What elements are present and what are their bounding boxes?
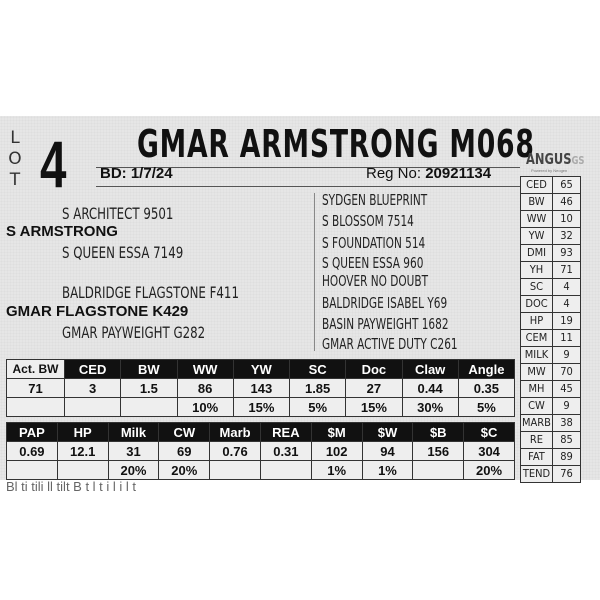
epd-value: 85	[553, 432, 581, 449]
table-cell	[413, 461, 464, 480]
epd-row	[521, 177, 581, 194]
table-cell	[65, 398, 121, 417]
table-cell: 1.85	[290, 379, 346, 398]
table-cell: 0.44	[402, 379, 458, 398]
table-cell: 20%	[108, 461, 159, 480]
lot-letter: L	[10, 128, 20, 148]
table-header: Act. BW	[7, 360, 65, 379]
epd-side-table	[520, 176, 581, 483]
table-cell: 102	[311, 442, 362, 461]
lot-letter: O	[8, 149, 22, 169]
table-cell: 20%	[464, 461, 515, 480]
birth-date	[100, 165, 173, 182]
table-cell: 0.69	[7, 442, 58, 461]
epd-value: 70	[553, 364, 581, 381]
epd-value: 11	[553, 330, 581, 347]
table-percent-row	[7, 398, 515, 417]
table-header: $C	[464, 423, 515, 442]
epd-row	[521, 194, 581, 211]
table-header: Doc	[346, 360, 402, 379]
epd-row	[521, 228, 581, 245]
table-header: Claw	[402, 360, 458, 379]
epd-row	[521, 211, 581, 228]
epd-label: BW	[521, 194, 553, 211]
epd-row	[521, 262, 581, 279]
table-header: $W	[362, 423, 413, 442]
table-header: SC	[290, 360, 346, 379]
pedigree-ancestor: S QUEEN ESSA 960	[322, 254, 424, 272]
table-cell: 27	[346, 379, 402, 398]
table-cell: 69	[159, 442, 210, 461]
table-value-row	[7, 379, 515, 398]
table-header: $B	[413, 423, 464, 442]
epd-row	[521, 279, 581, 296]
table-header-row	[7, 423, 515, 442]
table-header: CED	[65, 360, 121, 379]
epd-label: FAT	[521, 449, 553, 466]
epd-value: 19	[553, 313, 581, 330]
dam-dam: GMAR PAYWEIGHT G282	[62, 323, 206, 342]
lot-number: 4	[40, 127, 67, 201]
table-cell: 143	[233, 379, 289, 398]
epd-label: HP	[521, 313, 553, 330]
logo-subtext: Powered by Neogen	[531, 168, 568, 173]
dam: GMAR FLAGSTONE K429	[6, 303, 189, 320]
table-cell: 0.35	[458, 379, 514, 398]
table-header-row	[7, 360, 515, 379]
sire-dam: S QUEEN ESSA 7149	[62, 243, 184, 262]
epd-label: MARB	[521, 415, 553, 432]
table-cell	[121, 398, 177, 417]
epd-label: CED	[521, 177, 553, 194]
epd-row	[521, 466, 581, 483]
lot-card	[0, 116, 600, 494]
table-cell: 12.1	[57, 442, 108, 461]
logo-suffix: GS	[571, 154, 585, 167]
logo-main: ANGUS	[526, 150, 572, 168]
epd-row	[521, 330, 581, 347]
epd-row	[521, 449, 581, 466]
sire: S ARMSTRONG	[6, 223, 118, 240]
epd-label: RE	[521, 432, 553, 449]
table-percent-row	[7, 461, 515, 480]
epd-value: 45	[553, 381, 581, 398]
epd-label: CW	[521, 398, 553, 415]
table-cell: 304	[464, 442, 515, 461]
table-cell: 94	[362, 442, 413, 461]
epd-value: 76	[553, 466, 581, 483]
birth-date-value: 1/7/24	[130, 165, 173, 182]
table-cell: 10%	[177, 398, 233, 417]
epd-row	[521, 432, 581, 449]
epd-row	[521, 415, 581, 432]
epd-row	[521, 381, 581, 398]
table-cell: 71	[7, 379, 65, 398]
table-header: Milk	[108, 423, 159, 442]
epd-row	[521, 245, 581, 262]
table-cell: 86	[177, 379, 233, 398]
epd-row	[521, 313, 581, 330]
epd-value: 38	[553, 415, 581, 432]
table-header: REA	[260, 423, 311, 442]
table-header: CW	[159, 423, 210, 442]
table-cell	[210, 461, 261, 480]
epd-value: 4	[553, 296, 581, 313]
table-cell: 5%	[290, 398, 346, 417]
table-value-row	[7, 442, 515, 461]
table-cell	[7, 398, 65, 417]
table-cell: 1.5	[121, 379, 177, 398]
table-cell: 156	[413, 442, 464, 461]
epd-row	[521, 347, 581, 364]
pedigree-ancestor: S FOUNDATION 514	[322, 234, 426, 252]
cut-off-footer-text: Bl ti tili ll tilt B t l t i l i l t	[6, 479, 137, 494]
table-cell: 3	[65, 379, 121, 398]
pedigree-ancestor: SYDGEN BLUEPRINT	[322, 191, 428, 209]
lot-letter: T	[9, 170, 21, 190]
epd-value: 32	[553, 228, 581, 245]
table-header: HP	[57, 423, 108, 442]
table-header: Angle	[458, 360, 514, 379]
table-cell: 20%	[159, 461, 210, 480]
epd-value: 46	[553, 194, 581, 211]
angus-logo	[526, 150, 584, 168]
epd-label: MW	[521, 364, 553, 381]
pedigree-ancestor: GMAR ACTIVE DUTY C261	[322, 335, 458, 353]
epd-row	[521, 398, 581, 415]
table-header: YW	[233, 360, 289, 379]
table-cell	[57, 461, 108, 480]
epd-value: 9	[553, 398, 581, 415]
table-cell: 5%	[458, 398, 514, 417]
epd-row	[521, 296, 581, 313]
table-header: $M	[311, 423, 362, 442]
pedigree-ancestor: S BLOSSOM 7514	[322, 212, 414, 230]
epd-label: MH	[521, 381, 553, 398]
epd-value: 93	[553, 245, 581, 262]
epd-value: 71	[553, 262, 581, 279]
pedigree-divider	[314, 193, 315, 351]
sire-sire: S ARCHITECT 9501	[62, 204, 174, 223]
table-cell: 1%	[362, 461, 413, 480]
birth-date-label: BD:	[100, 165, 127, 182]
epd-table-1	[6, 359, 515, 417]
table-cell: 0.31	[260, 442, 311, 461]
epd-label: TEND	[521, 466, 553, 483]
table-cell: 0.76	[210, 442, 261, 461]
dam-sire: BALDRIDGE FLAGSTONE F411	[62, 283, 239, 302]
table-cell: 1%	[311, 461, 362, 480]
table-cell	[7, 461, 58, 480]
table-header: BW	[121, 360, 177, 379]
epd-value: 9	[553, 347, 581, 364]
registration	[366, 165, 491, 182]
table-cell	[260, 461, 311, 480]
table-cell: 15%	[233, 398, 289, 417]
epd-value: 4	[553, 279, 581, 296]
table-cell: 31	[108, 442, 159, 461]
pedigree-ancestor: BALDRIDGE ISABEL Y69	[322, 294, 448, 312]
epd-value: 89	[553, 449, 581, 466]
epd-label: SC	[521, 279, 553, 296]
pedigree-ancestor: BASIN PAYWEIGHT 1682	[322, 315, 449, 333]
epd-value: 65	[553, 177, 581, 194]
pedigree-ancestor: HOOVER NO DOUBT	[322, 272, 429, 290]
table-cell: 30%	[402, 398, 458, 417]
epd-row	[521, 364, 581, 381]
epd-label: DMI	[521, 245, 553, 262]
reg-value: 20921134	[425, 165, 492, 182]
epd-label: DOC	[521, 296, 553, 313]
epd-value: 10	[553, 211, 581, 228]
epd-label: YH	[521, 262, 553, 279]
table-header: WW	[177, 360, 233, 379]
animal-name: GMAR ARMSTRONG M068	[137, 122, 535, 166]
table-header: Marb	[210, 423, 261, 442]
epd-label: YW	[521, 228, 553, 245]
table-header: PAP	[7, 423, 58, 442]
epd-label: CEM	[521, 330, 553, 347]
epd-label: MILK	[521, 347, 553, 364]
table-cell: 15%	[346, 398, 402, 417]
epd-table-2	[6, 422, 515, 480]
reg-label: Reg No:	[366, 165, 422, 182]
epd-label: WW	[521, 211, 553, 228]
